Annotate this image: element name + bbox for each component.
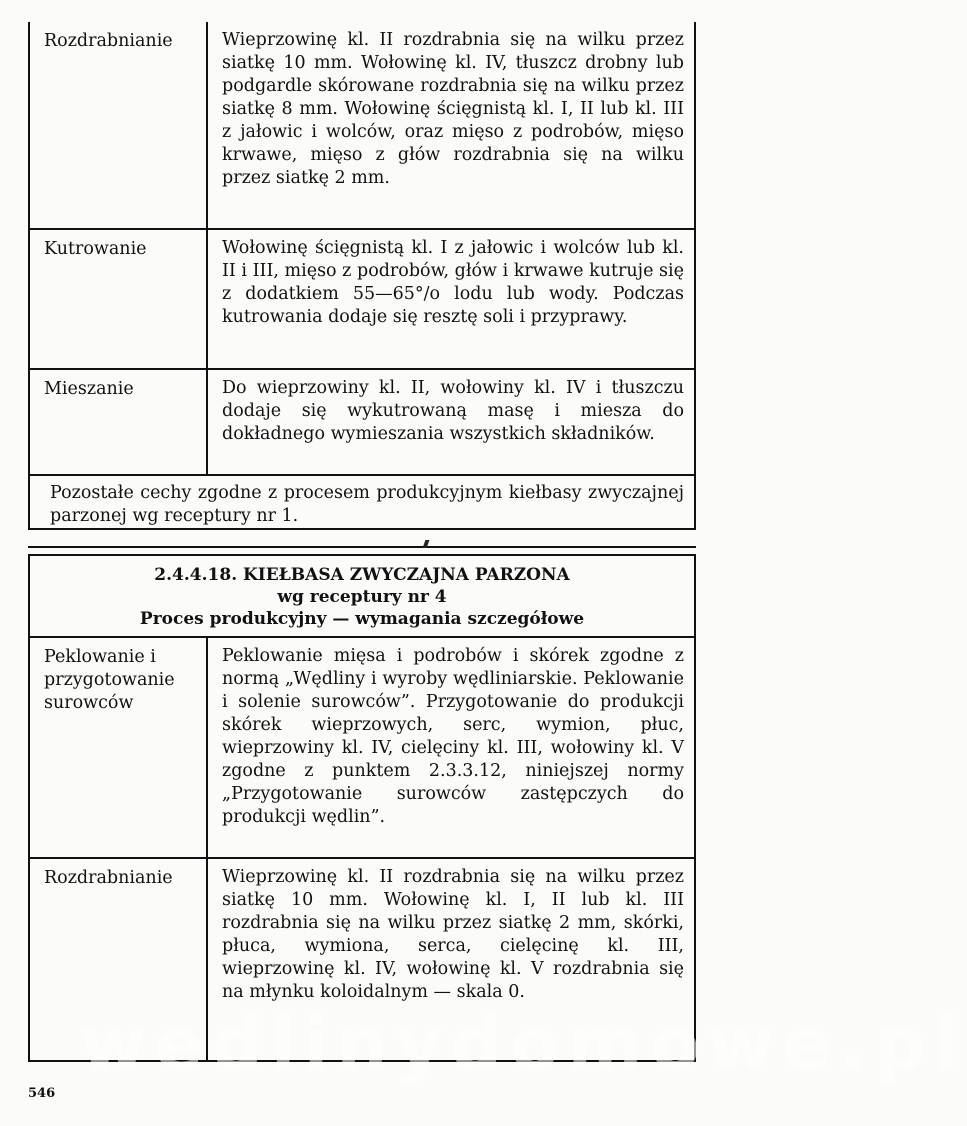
row-text: Do wieprzowiny kl. II, wołowiny kl. IV i tłuszczu dodaje się wykutrowaną masę i miesza do dokładnego wymieszania wszystkich składników. bbox=[222, 378, 684, 444]
section-divider bbox=[28, 546, 696, 548]
row-label: Mieszanie bbox=[30, 370, 208, 474]
row-text: Wieprzowinę kl. II rozdrabnia się na wilku przez siatkę 10 mm. Wołowinę kl. IV, tłuszcz drobny lub podgardle skórowane rozdrabnia się na wilku przez siatkę 8 mm. Wołowinę ścięgnistą kl. I, II lub kl. III z jałowic i wolców, oraz mięso z podrobów, mięso krwawe, mięso z głów rozdrabnia się na wilku przez siatkę 2 mm. bbox=[222, 30, 684, 188]
row-text: Peklowanie mięsa i podrobów i skórek zgodne z normą „Wędliny i wyroby wędliniarskie. Peklowanie i solenie surowców”. Przygotowanie do produkcji skórek wieprzowych, serc, wymion, płuc, wieprzowiny kl. IV, cielęciny kl. III, wołowiny kl. V zgodne z punktem 2.3.3.12, niniejszej normy „Przygotowanie surowców zastępczych do produkcji wędlin”. bbox=[222, 646, 684, 827]
table-row bbox=[30, 370, 694, 476]
watermark: wedlinydomowe.pl bbox=[80, 1002, 967, 1086]
page-number: 546 bbox=[28, 1086, 56, 1101]
process-table-2 bbox=[28, 554, 696, 1062]
section-subtitle-2: Proces produkcyjny — wymagania szczegółowe bbox=[139, 609, 585, 629]
section-title: 2.4.4.18. KIEŁBASA ZWYCZAJNA PARZONA bbox=[154, 565, 570, 585]
row-label: Rozdrabnianie bbox=[30, 22, 208, 228]
row-text: Wołowinę ścięgnistą kl. I z jałowic i wolców lub kl. II i III, mięso z podrobów, głów i krwawe kutruje się z dodatkiem 55—65°/o lodu lub wody. Podczas kutrowania dodaje się resztę soli i przyprawy. bbox=[222, 238, 684, 327]
table-row bbox=[30, 230, 694, 370]
row-label: Peklowanie i przygotowanie surowców bbox=[30, 638, 208, 857]
table-footer-text: Pozostałe cechy zgodne z procesem produkcyjnym kiełbasy zwyczajnej parzonej wg receptury nr 1. bbox=[50, 483, 684, 526]
table-row bbox=[30, 22, 694, 230]
table-footer-row bbox=[30, 476, 694, 534]
section-header bbox=[30, 556, 694, 638]
table-row bbox=[30, 638, 694, 859]
row-label: Rozdrabnianie bbox=[30, 859, 208, 1060]
row-text: Wieprzowinę kl. II rozdrabnia się na wilku przez siatkę 10 mm. Wołowinę kl. I, II lub kl. III rozdrabnia się na wilku przez siatkę 2 mm, skórki, płuca, wymiona, serca, cielęcinę kl. III, wieprzowinę kl. IV, wołowinę kl. V rozdrabnia się na młynku koloidalnym — skala 0. bbox=[222, 867, 684, 1002]
section-subtitle: wg receptury nr 4 bbox=[277, 587, 447, 607]
row-label: Kutrowanie bbox=[30, 230, 208, 368]
process-table-1 bbox=[28, 22, 696, 530]
